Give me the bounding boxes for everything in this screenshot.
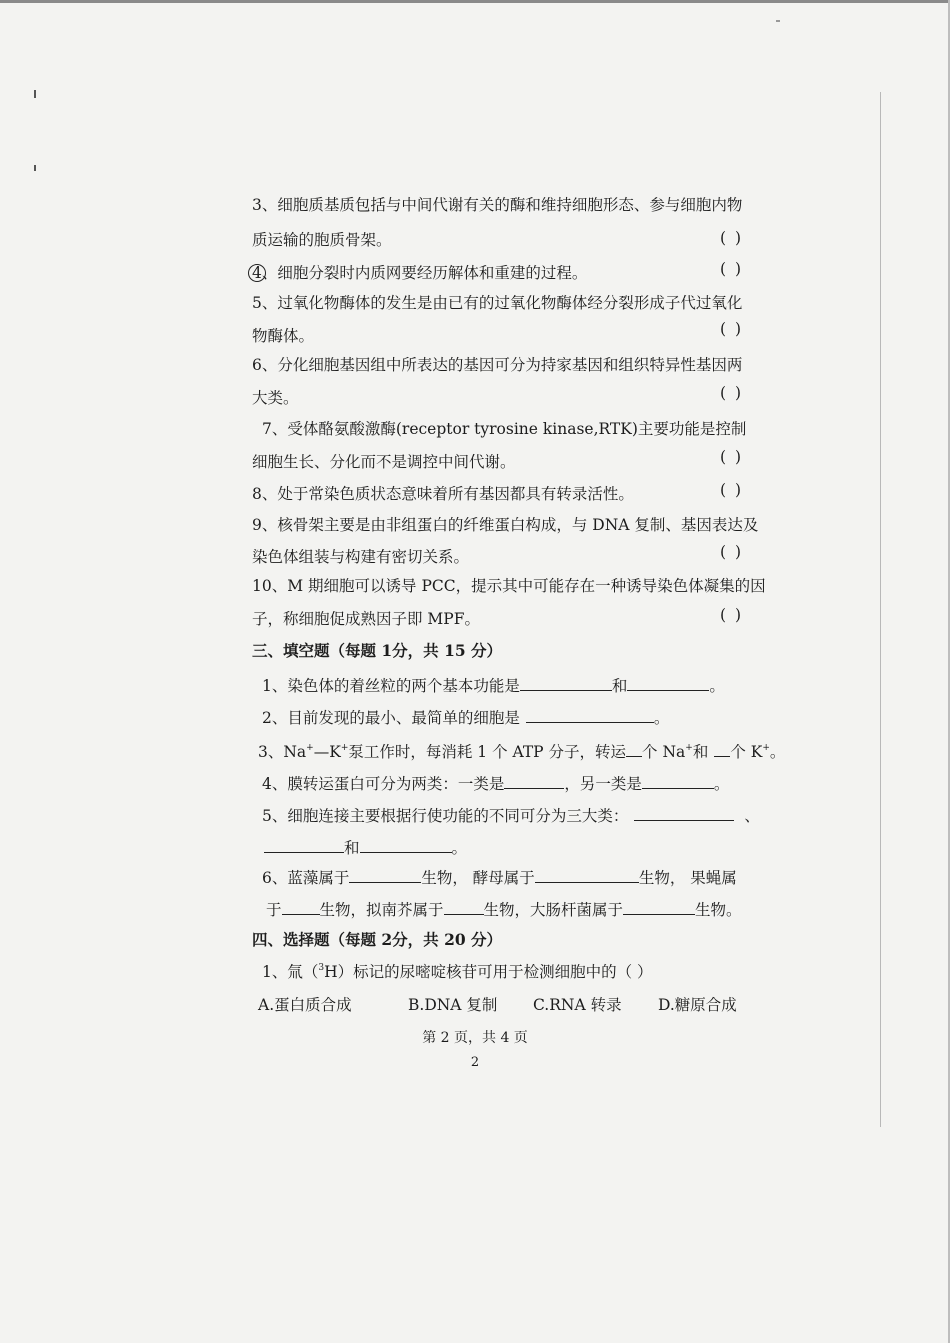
option-b[interactable]: B.DNA 复制 [408, 996, 498, 1014]
answer-blank[interactable] [623, 898, 695, 915]
fill-question-5-line1: 5、细胞连接主要根据行使功能的不同可分为三大类： 、 [262, 804, 782, 826]
answer-parentheses: ( ) [720, 543, 744, 561]
judgement-item-6-line2: 大类。 [252, 389, 299, 407]
judgement-item-10-line1: 10、M 期细胞可以诱导 PCC，提示其中可能存在一种诱导染色体凝集的因 [252, 577, 766, 595]
page-number: 2 [470, 1055, 480, 1070]
fill-question-4: 4、膜转运蛋白可分为两类：一类是 ，另一类是 。 [262, 772, 782, 794]
answer-parentheses: ( ) [720, 320, 744, 338]
answer-blank[interactable] [535, 866, 639, 883]
judgement-item-4-line1: 4、细胞分裂时内质网要经历解体和重建的过程。 [252, 264, 588, 282]
judgement-item-6-line1: 6、分化细胞基因组中所表达的基因可分为持家基因和组织特异性基因两 [252, 356, 743, 374]
answer-parentheses: ( ) [720, 260, 744, 278]
judgement-item-5-line1: 5、过氧化物酶体的发生是由已有的过氧化物酶体经分裂形成子代过氧化 [252, 294, 743, 312]
judgement-item-8-line1: 8、处于常染色质状态意味着所有基因都具有转录活性。 [252, 485, 634, 503]
option-d[interactable]: D.糖原合成 [658, 996, 737, 1014]
answer-blank[interactable] [360, 836, 452, 853]
judgement-item-5-line2: 物酶体。 [252, 327, 315, 345]
judgement-item-3-line1: 3、细胞质基质包括与中间代谢有关的酶和维持细胞形态、参与细胞内物 [252, 196, 743, 214]
answer-blank[interactable] [264, 836, 344, 853]
judgement-item-7-line2: 细胞生长、分化而不是调控中间代谢。 [252, 453, 516, 471]
fill-question-2: 2、目前发现的最小、最简单的细胞是 。 [262, 706, 782, 728]
answer-parentheses: ( ) [720, 229, 744, 247]
answer-blank[interactable] [627, 674, 709, 691]
section-3-heading: 三、填空题（每题 1分，共 15 分） [252, 641, 503, 660]
judgement-item-7-line1: 7、受体酪氨酸激酶(receptor tyrosine kinase,RTK)主要功能是控制 [262, 420, 747, 438]
option-a[interactable]: A.蛋白质合成 [258, 996, 352, 1014]
answer-blank[interactable] [520, 674, 612, 691]
answer-blank[interactable] [714, 740, 730, 757]
section-4-heading: 四、选择题（每题 2分，共 20 分） [252, 930, 503, 949]
answer-blank[interactable] [282, 898, 320, 915]
fill-question-6-line1: 6、蓝藻属于 生物， 酵母属于 生物， 果蝇属 [262, 866, 782, 888]
answer-blank[interactable] [349, 866, 421, 883]
judgement-item-9-line1: 9、核骨架主要是由非组蛋白的纤维蛋白构成，与 DNA 复制、基因表达及 [252, 516, 759, 534]
answer-blank[interactable] [444, 898, 484, 915]
answer-parentheses: ( ) [720, 384, 744, 402]
fill-question-3: 3、Na+—K+泵工作时，每消耗 1 个 ATP 分子，转运 个 Na+和 个 K+。 [258, 740, 778, 762]
answer-blank[interactable] [626, 740, 642, 757]
answer-parentheses: ( ) [720, 606, 744, 624]
page-info-footer: 第 2 页，共 4 页 [422, 1030, 528, 1046]
judgement-item-9-line2: 染色体组装与构建有密切关系。 [252, 548, 470, 566]
option-c[interactable]: C.RNA 转录 [533, 996, 622, 1014]
answer-blank[interactable] [504, 772, 564, 789]
fill-question-5-line2: 和 。 [264, 836, 784, 858]
choice-question-1: 1、氚（$^3$H）标记的尿嘧啶核苷可用于检测细胞中的（ ） [262, 963, 653, 981]
fill-question-6-line2: 于 生物，拟南芥属于 生物，大肠杆菌属于 生物。 [266, 898, 786, 920]
answer-parentheses: ( ) [720, 481, 744, 499]
judgement-item-3-line2: 质运输的胞质骨架。 [252, 231, 392, 249]
choice-options [258, 995, 778, 1015]
answer-blank[interactable] [634, 804, 734, 821]
answer-blank[interactable] [526, 706, 654, 723]
answer-blank[interactable] [642, 772, 714, 789]
fill-question-1: 1、染色体的着丝粒的两个基本功能是 和 。 [262, 674, 782, 696]
judgement-item-10-line2: 子，称细胞促成熟因子即 MPF。 [252, 610, 480, 628]
answer-parentheses: ( ) [720, 448, 744, 466]
